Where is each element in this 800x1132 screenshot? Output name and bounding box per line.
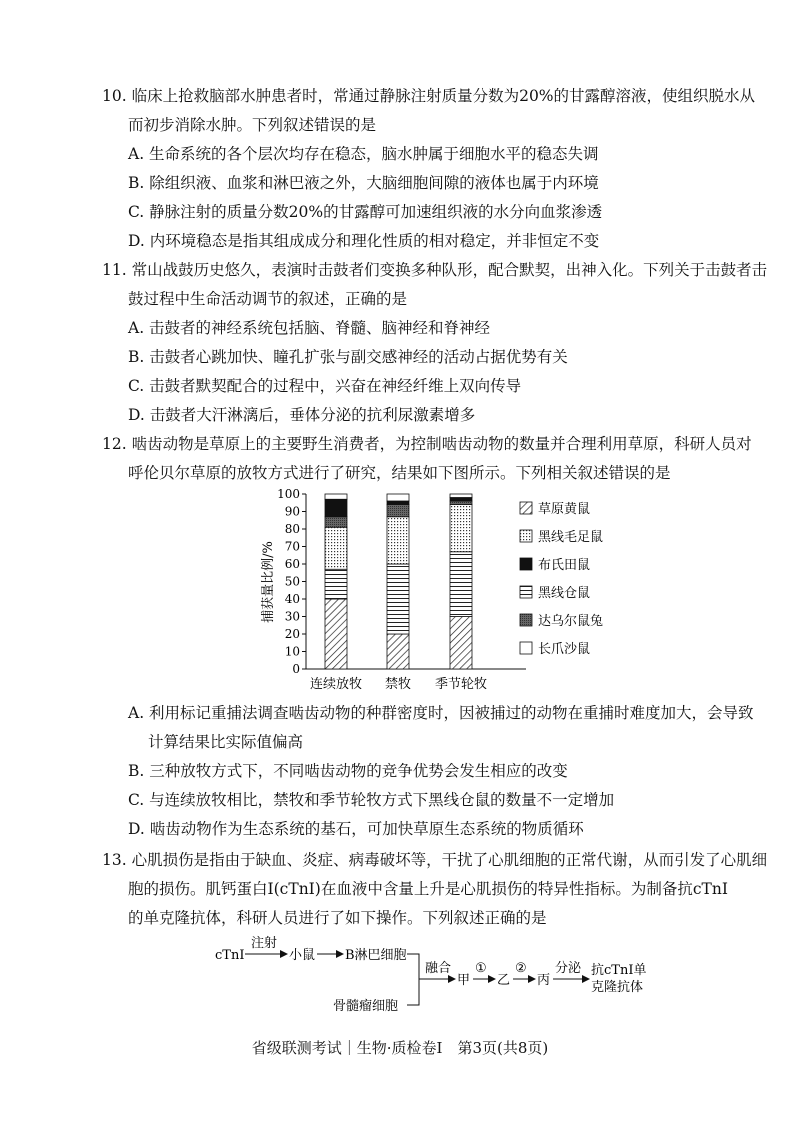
q11-option-a: A. 击鼓者的神经系统包括脑、脊髓、脑神经和脊神经 bbox=[128, 319, 491, 337]
q12-option-c: C. 与连续放牧相比，禁牧和季节轮牧方式下黑线仓鼠的数量不一定增加 bbox=[128, 791, 615, 809]
flow-bcell: B淋巴细胞 bbox=[345, 948, 407, 963]
q12-option-d: D. 啮齿动物作为生态系统的基石，可加快草原生态系统的物质循环 bbox=[128, 820, 584, 838]
bar-segment bbox=[325, 527, 347, 569]
q12-stem-line1: 12. 啮齿动物是草原上的主要野生消费者，为控制啮齿动物的数量并合理利用草原，科研人员对 bbox=[102, 435, 752, 453]
flow-step2: ② bbox=[515, 961, 527, 976]
bar-segment bbox=[387, 494, 409, 501]
q13-stem-line2: 胞的损伤。肌钙蛋白I(cTnI)在血液中含量上升是心肌损伤的特异性指标。为制备抗cTnI bbox=[128, 880, 728, 898]
flow-bing: 丙 bbox=[537, 973, 551, 988]
legend-label: 草原黄鼠 bbox=[538, 502, 591, 517]
q11-stem-line2: 鼓过程中生命活动调节的叙述，正确的是 bbox=[128, 290, 408, 308]
bar-segment bbox=[450, 505, 472, 552]
flow-bracket bbox=[407, 954, 419, 1005]
q12-stem-line2: 呼伦贝尔草原的放牧方式进行了研究，结果如下图所示。下列相关叙述错误的是 bbox=[128, 464, 671, 482]
legend-label: 长爪沙鼠 bbox=[538, 642, 591, 657]
q13-stem-line1: 13. 心肌损伤是指由于缺血、炎症、病毒破坏等，干扰了心肌细胞的正常代谢，从而引发了心肌细 bbox=[102, 851, 768, 869]
bar-segment bbox=[387, 517, 409, 564]
legend-swatch bbox=[520, 642, 532, 654]
q11-option-c: C. 击鼓者默契配合的过程中，兴奋在神经纤维上双向传导 bbox=[128, 377, 522, 395]
bar-segment bbox=[450, 498, 472, 502]
bar-segment bbox=[450, 501, 472, 505]
y-tick-label: 90 bbox=[284, 504, 300, 519]
flow-myeloma: 骨髓瘤细胞 bbox=[333, 999, 399, 1014]
flow-step1: ① bbox=[475, 961, 487, 976]
legend-swatch bbox=[520, 558, 532, 570]
flow-ctni: cTnI bbox=[215, 948, 245, 963]
q10-option-d: D. 内环境稳态是指其组成成分和理化性质的相对稳定，并非恒定不变 bbox=[128, 232, 600, 250]
bar-segment bbox=[450, 494, 472, 498]
flow-inject: 注射 bbox=[251, 936, 278, 951]
y-tick-label: 50 bbox=[284, 574, 300, 589]
q12-option-a-line2: 计算结果比实际值偏高 bbox=[148, 733, 304, 751]
legend-swatch bbox=[520, 586, 532, 598]
q11-stem-line1: 11. 常山战鼓历史悠久，表演时击鼓者们变换多种队形，配合默契，出神入化。下列关于击鼓者击 bbox=[102, 261, 768, 279]
flow-mouse: 小鼠 bbox=[289, 948, 316, 963]
bar-segment bbox=[325, 599, 347, 669]
bar-segment bbox=[450, 552, 472, 617]
y-tick-label: 100 bbox=[277, 487, 300, 501]
y-tick-label: 30 bbox=[284, 609, 300, 624]
bar-segment bbox=[325, 569, 347, 599]
q10-stem-line1: 10. 临床上抢救脑部水肿患者时，常通过静脉注射质量分数为20%的甘露醇溶液，使组织脱水从 bbox=[102, 87, 756, 105]
y-tick-label: 0 bbox=[292, 662, 300, 676]
q12-option-a-line1: A. 利用标记重捕法调查啮齿动物的种群密度时，因被捕过的动物在重捕时难度加大，会导致 bbox=[128, 704, 754, 722]
bar-segment bbox=[325, 499, 347, 517]
legend-swatch bbox=[520, 614, 532, 626]
bar-segment bbox=[450, 617, 472, 670]
flow-fusion: 融合 bbox=[425, 961, 452, 976]
bar-segment bbox=[325, 494, 347, 499]
x-category-label: 季节轮牧 bbox=[434, 677, 488, 692]
flow-antibody-line1: 抗cTnI单 bbox=[591, 963, 647, 978]
bar-segment bbox=[387, 501, 409, 505]
q13-stem-line3: 的单克隆抗体，科研人员进行了如下操作。下列叙述正确的是 bbox=[128, 909, 547, 927]
x-category-label: 连续放牧 bbox=[309, 677, 363, 692]
y-tick-label: 20 bbox=[284, 627, 300, 641]
y-tick-label: 80 bbox=[284, 522, 300, 536]
y-tick-label: 40 bbox=[284, 592, 300, 606]
legend-label: 黑线毛足鼠 bbox=[538, 530, 604, 545]
bar-segment bbox=[325, 517, 347, 528]
y-tick-label: 10 bbox=[284, 644, 300, 659]
legend-label: 达乌尔鼠兔 bbox=[538, 614, 604, 629]
legend-swatch bbox=[520, 502, 532, 514]
bar-segment bbox=[387, 634, 409, 669]
y-axis-label: 捕获量比例/% bbox=[261, 541, 276, 623]
x-category-label: 禁牧 bbox=[384, 677, 412, 692]
y-tick-label: 70 bbox=[284, 539, 300, 554]
q10-option-b: B. 除组织液、血浆和淋巴液之外，大脑细胞间隙的液体也属于内环境 bbox=[128, 174, 599, 192]
legend-label: 布氏田鼠 bbox=[538, 558, 591, 573]
flow-secrete: 分泌 bbox=[555, 961, 582, 976]
antibody-flow-diagram bbox=[205, 932, 675, 1017]
q12-option-b: B. 三种放牧方式下，不同啮齿动物的竞争优势会发生相应的改变 bbox=[128, 762, 568, 780]
flow-antibody-line2: 克隆抗体 bbox=[591, 980, 644, 995]
q11-option-b: B. 击鼓者心跳加快、瞳孔扩张与副交感神经的活动占据优势有关 bbox=[128, 348, 568, 366]
q10-stem-line2: 而初步消除水肿。下列叙述错误的是 bbox=[128, 116, 377, 134]
q10-option-c: C. 静脉注射的质量分数20%的甘露醇可加速组织液的水分向血浆渗透 bbox=[128, 203, 603, 221]
bar-segment bbox=[387, 505, 409, 517]
flow-yi: 乙 bbox=[497, 973, 511, 988]
page-footer: 省级联测考试｜生物·质检卷Ⅰ 第3页(共8页) bbox=[251, 1039, 549, 1057]
bar-segment bbox=[387, 564, 409, 634]
q11-option-d: D. 击鼓者大汗淋漓后，垂体分泌的抗利尿激素增多 bbox=[128, 406, 476, 424]
legend-label: 黑线仓鼠 bbox=[538, 586, 591, 601]
q10-option-a: A. 生命系统的各个层次均存在稳态，脑水肿属于细胞水平的稳态失调 bbox=[128, 145, 599, 163]
capture-ratio-chart bbox=[250, 482, 660, 692]
legend-swatch bbox=[520, 530, 532, 542]
flow-jia: 甲 bbox=[457, 973, 471, 988]
y-tick-label: 60 bbox=[284, 557, 300, 571]
